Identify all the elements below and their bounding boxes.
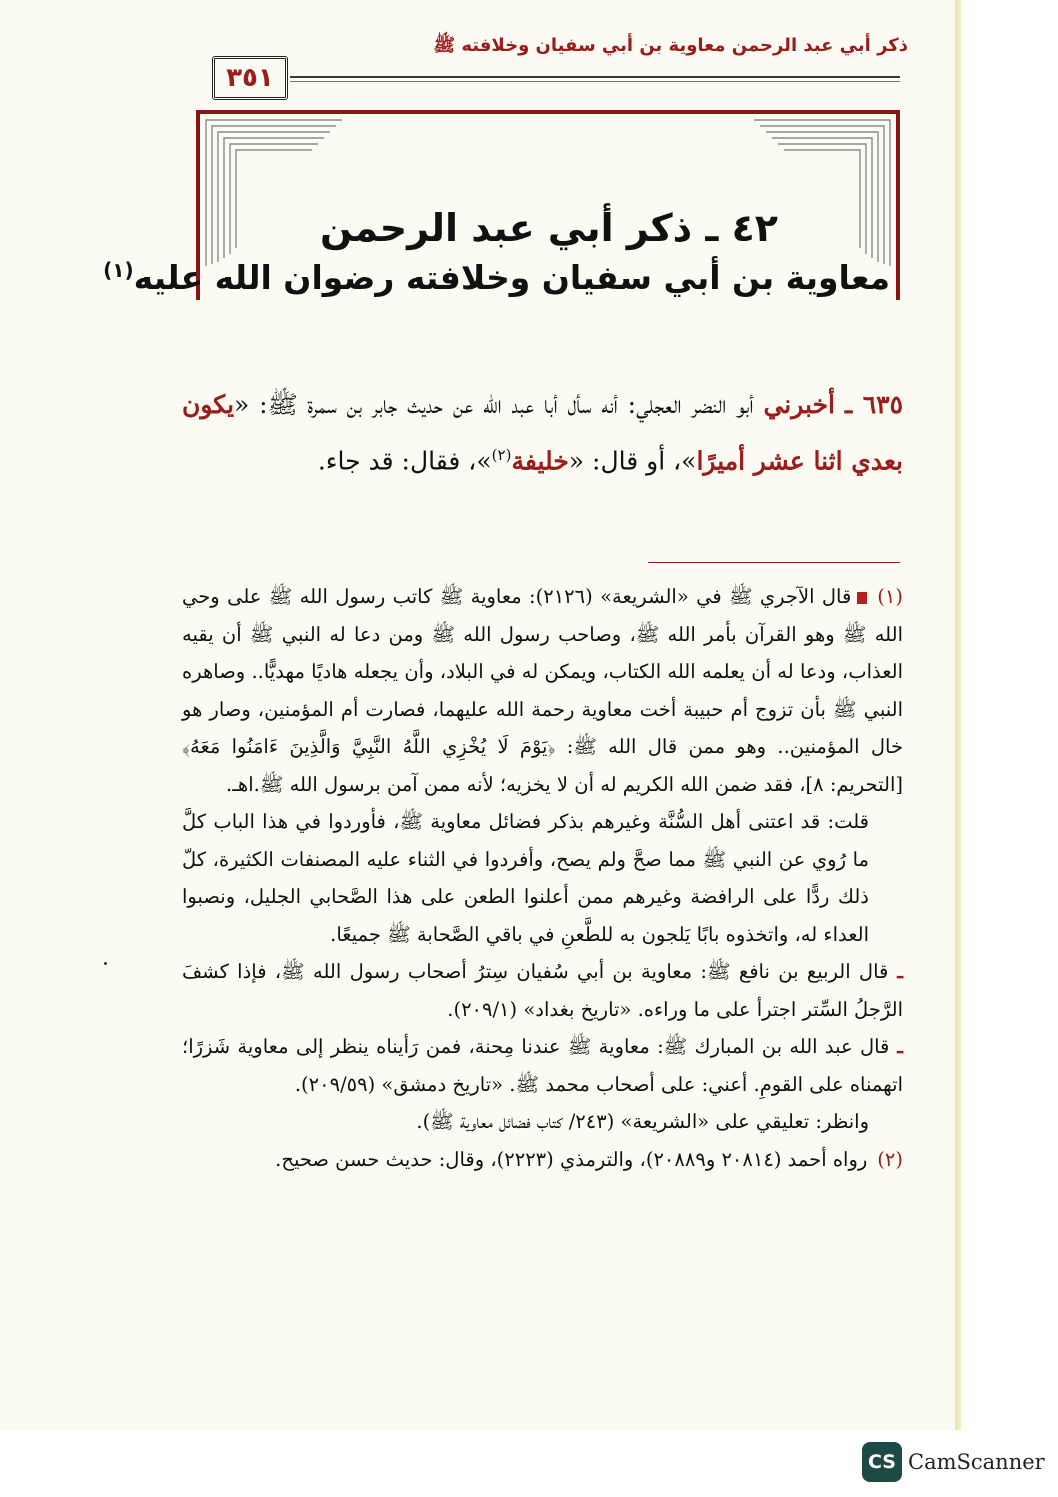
quote-2: خليفة bbox=[511, 446, 569, 476]
footnote-text: قال الآجري ﷺ في «الشريعة» (٢١٢٦): معاوية ﷺ كاتب رسول الله ﷺ على وحي الله ﷺ وهو القرآن بأمر الله ﷺ، وصاحب رسول الله ﷺ ومن دعا له النبي ﷺ أن يقيه العذاب، ودعا له أن يعلمه الله الكتاب، ويمكن له في البلاد، وأن يجعله هاديًا مهديًّا.. وصاهره النبي ﷺ بأن تزوج أم حبيبة أخت معاوية رحمة الله عليهما، فصارت أم المؤمنين، وصار هو خال المؤمنين.. وهو ممن قال الله ﷺ: ﴿يَوْمَ لَا يُخْزِي اللَّهُ النَّبِيَّ وَالَّذِينَ ءَامَنُوا مَعَهُ﴾ [التحريم: ٨]، فقد ضمن الله الكريم له أن لا يخزيه؛ لأنه ممن آمن برسول الله ﷺ.اهـ. bbox=[182, 585, 903, 796]
footnote-text: قال عبد الله بن المبارك ﷺ: معاوية ﷺ عندنا مِحنة، فمن رَأيناه ينظر إلى معاوية شَزرًا؛ اتهمناه على القومِ. أعني: على أصحاب محمد ﷺ. «تاريخ دمشق» (٢٠٩/٥٩). bbox=[182, 1035, 903, 1096]
footnote-paragraph bbox=[182, 1103, 903, 1141]
footnote-number: (٢) bbox=[877, 1147, 903, 1171]
marker-icon bbox=[857, 592, 867, 604]
footnote-text: وانظر: تعليقي على «الشريعة» (٢٤٣/ كتاب فضائل معاوية ﷺ). bbox=[416, 1110, 869, 1133]
akhbarani-word: أخبرني bbox=[763, 390, 835, 419]
footnote-text: رواه أحمد (٢٠٨١٤ و٢٠٨٨٩)، والترمذي (٢٢٢٣)، وقال: حديث حسن صحيح. bbox=[275, 1147, 868, 1171]
body-text-3: »، فقال: قد جاء. bbox=[317, 446, 492, 476]
body-text-2: »، أو قال: « bbox=[568, 446, 697, 476]
chapter-subtitle bbox=[103, 258, 890, 297]
page-edge bbox=[955, 0, 961, 1430]
footnote-paragraph bbox=[182, 953, 903, 1028]
camscanner-logo-icon: CS bbox=[862, 1442, 902, 1482]
dash-marker: ـ bbox=[888, 960, 903, 983]
footnote-2 bbox=[182, 1141, 903, 1179]
header-rule-thin bbox=[290, 81, 900, 82]
footnote-text: قلت: قد اعتنى أهل السُّنَّة وغيرهم بذكر فضائل معاوية ﷺ، فأوردوا في هذا الباب كلَّ ما رُوي عن النبي ﷺ مما صحَّ ولم يصح، وأفردوا في الثناء عليه المصنفات الكثيرة، كلّ ذلك ردًّا على الرافضة وغيرهم ممن أعلنوا الطعن على هذا الصَّحابي الجليل، ونصبوا العداء له، واتخذوه بابًا يَلجون به للطَّعنِ في باقي الصَّحابة ﷺ جميعًا. bbox=[182, 810, 869, 946]
scan-speck bbox=[104, 962, 107, 965]
footnote-1 bbox=[182, 578, 903, 1141]
chapter-title: ٤٢ ـ ذكر أبي عبد الرحمن bbox=[320, 206, 778, 250]
footnote-ref-1: (١) bbox=[103, 258, 134, 282]
footnote-ref-2: (٢) bbox=[491, 446, 512, 464]
footnote-paragraph bbox=[182, 578, 903, 803]
footnote-paragraph bbox=[182, 1028, 903, 1103]
camscanner-label: CamScanner bbox=[908, 1450, 1045, 1474]
chapter-frame-right bbox=[896, 110, 900, 300]
footnote-number: (١) bbox=[877, 585, 903, 608]
footnote-text: قال الربيع بن نافع ﷺ: معاوية بن أبي سُفيان سِترُ أصحاب رسول الله ﷺ، فإذا كشفَ الرَّجلُ السِّتر اجترأ على ما وراءه. «تاريخ بغداد» (٢٠٩/١). bbox=[182, 960, 903, 1021]
chapter-subtitle-text: معاوية بن أبي سفيان وخلافته رضوان الله عليه bbox=[133, 258, 890, 297]
body-text-1: أبو النضر العجلي: أنه سأل أبا عبد الله عن حديث جابر بن سمرة ﷺ: « bbox=[234, 390, 754, 419]
footnote-paragraph bbox=[182, 803, 903, 953]
footnotes bbox=[182, 578, 903, 1178]
header-rule bbox=[290, 76, 900, 78]
footnote-divider bbox=[648, 562, 900, 563]
page-number: ٣٥١ bbox=[212, 56, 288, 100]
footnote-paragraph bbox=[182, 1141, 903, 1179]
dash-marker: ـ bbox=[889, 1035, 903, 1058]
item-number: ٦٣٥ ـ bbox=[844, 390, 904, 419]
hadith-text bbox=[182, 380, 903, 486]
running-title: ذكر أبي عبد الرحمن معاوية بن أبي سفيان وخلافته ﷺ bbox=[433, 35, 908, 56]
quote-1: يكون بعدي اثنا عشر أميرًا bbox=[182, 390, 903, 476]
